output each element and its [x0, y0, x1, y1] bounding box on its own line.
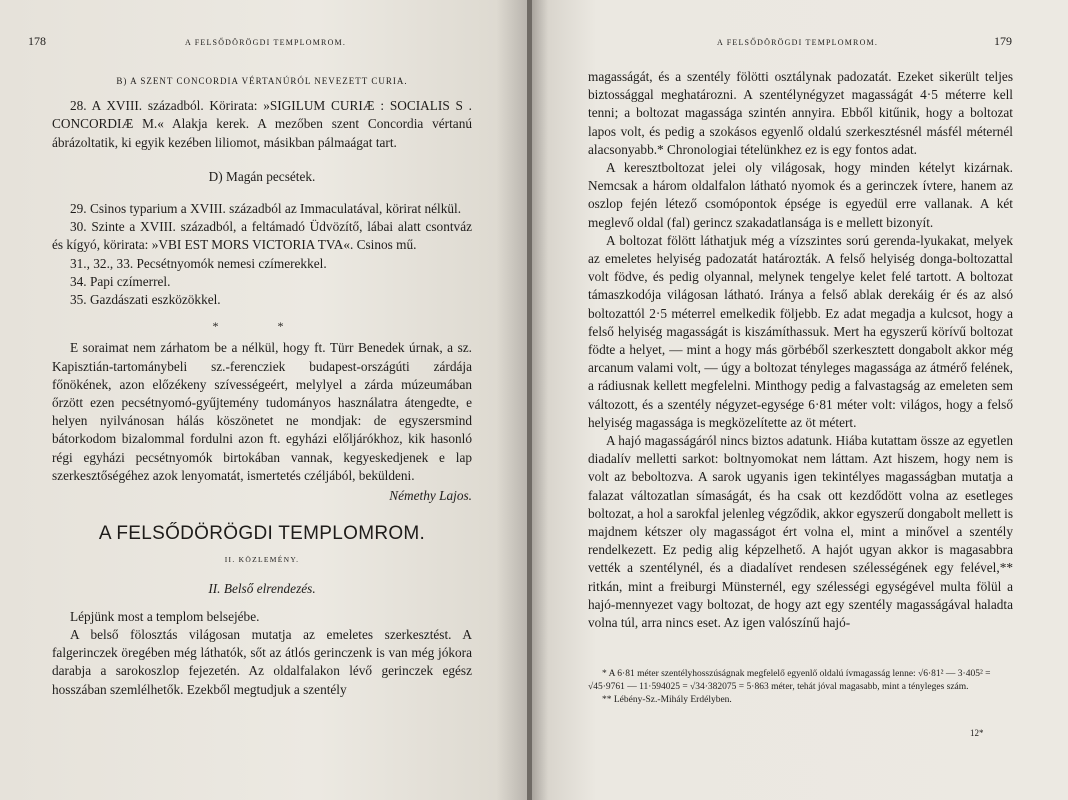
section-divider-stars: * *: [212, 319, 312, 334]
article-section-heading: II. Belső elrendezés.: [208, 580, 316, 596]
acknowledgement-paragraph: E soraimat nem zárhatom be a nélkül, hogy ft. Türr Benedek úrnak, a sz. Kapisztián-tartománybeli sz.-ferencziek budapest-országúti zárdája főnökének, azon előzékeny szívességeért, melylyel a zárda múzeumában őrzött ezen pecsétnyomó-gyűjtemény tudományos használatra átengedte, e helyen nyilvánosan hálás köszönetet ne mondjak: de egyszersmind bátorkodom bizalommal fordulni azon ft. egyházi előljárókhoz, kik hasonló régi egyházi pecsétnyomók birtokában vannak, kegyeskedjenek e lap szerkesztőségéhez azok lenyomatát, ismertetés czéljából, beküldeni.: [52, 340, 472, 483]
article-part: II. KÖZLEMÉNY.: [224, 555, 300, 565]
body-paragraph: A boltozat fölött láthatjuk még a vízszintes sorú gerenda-lyukakat, melyek az emeletes helyiség padozatát határozták. A felső helyiség donga-boltozattal volt födve, és pedig olyannal, melynek tengelye kelet felé tartott. A boltozat támaszkodója világosan látható. Iránya a felső ablak derekáig ér és az alsó boltozattól 2·5 méterrel emelkedik följebb. Ez adat megadja a kulcsot, hogy a felső helyiség magasságát is kiszámíthassuk. Mert ha egyszerű körívű boltozat födte a helyet, — mint a hogy más görbéből szerkesztett dongabolt akkor még arcanum valami volt, — úgy a boltozat tényleges magassága az átmérő felének, a rádiusnak kellett megfelelni. Minthogy pedig a falvastagság az emeleten sem változott, és a szentély négyzet-egysége 6·81 méter volt: világos, hogy a felső helyiség magassága is megközelítette az öt métert.: [588, 232, 1013, 430]
catalog-item-35: 35. Gazdászati eszközökkel.: [70, 292, 221, 308]
footnotes: [588, 668, 1013, 707]
body-paragraph: A keresztboltozat jelei oly világosak, hogy minden kételyt kizárnak. Nemcsak a három oldalfalon látható nyomok és a gerinczek ívtere, hanem az oszlop fején létező csomópontok épsége is egyedül erre vallanak. A két meglevő oldal (fal) gerincz szakadatlansága is e mellett bizonyít.: [588, 160, 1013, 230]
body-paragraph: A belső fölosztás világosan mutatja az emeletes szerkesztést. A falgerinczek öregében még láthatók, sőt az átlós gerinczenk is van még jókora darabja a sarokoszlop fejezetén. Az oldalfalakon lévő gerinczek egész hosszában szemlélhetők. Ezekből megtudjuk a szentély: [52, 627, 472, 697]
catalog-item-30: 30. Szinte a XVIII. századból, a feltámadó Üdvözítő, lábai alatt csontváz és kígyó, körirata: »VBI EST MORS VICTORIA TVA«. Csinos mű.: [52, 219, 472, 253]
signature-mark: 12*: [970, 728, 984, 738]
right-page: [532, 0, 1068, 800]
section-heading-b: B) A SZENT CONCORDIA VÉRTANÚRÓL NEVEZETT CURIA.: [116, 76, 408, 86]
section-heading-d: D) Magán pecsétek.: [208, 168, 316, 184]
body-paragraph: magasságát, és a szentély fölötti osztálynak padozatát. Ezeket sikerült teljes biztossággal meghatározni. A szentélynégyzet magasságát 4·5 méterre kell tenni; a boltozat magassága szintén annyira. Ebből kitűnik, hogy a boltozat lapos volt, és pedig a szokásos egyenlő oldalú szerkesztésnél másfél méternél alacsonyabb.* Chronologiai tételünkhez ez is egy fontos adat.: [588, 69, 1013, 157]
page-number: 178: [28, 34, 46, 48]
page-number: 179: [994, 34, 1012, 48]
catalog-item-34: 34. Papi czímerrel.: [70, 273, 171, 289]
left-page: [0, 0, 528, 800]
footnote: * A 6·81 méter szentélyhosszúságnak megfelelő egyenlő oldalú ívmagasság lenne: √6·81² — 3·405² = √45·9761 — 11·594025 = √34·382075 = 5·863 méter, tehát jóval magasabb, mint a tényleges szám.: [588, 669, 991, 692]
body-paragraph: A hajó magasságáról nincs biztos adatunk. Hiába kutattam össze az egyetlen diadalív melletti sarkot: boltnyomokat nem láttam. Azt hiszem, hogy nem is volt az beboltozva. A sarok ugyanis igen tekintélyes magasságban mutatja a falazat változatlan símaságát, és ha csak ott kezdődött volna az esetleges boltozat, a hol a sarokfal jelenleg végződik, akkor egyszerű dongabolt mellett is majdnem kétszer oly magasságot ért volna el, mint a minővel a szentély rendelkezett. Ez pedig alig képzelhető. A hajót ugyan akkor is magasabbra vették a szentélynél, és a diadalívet rendesen szélességének egy felével,** ritkán, mint a freiburgi Münsternél, egy szélességi egységével multa fölül a hajó-mennyezet vagy boltozat, de hogy azt egy szentély magasságával haladta volna túl, arra nincs eset. Az igen valószínű hajó-: [588, 433, 1013, 631]
article-title: A FELSŐDÖRÖGDI TEMPLOMROM.: [98, 523, 426, 545]
footnote: ** Lébény-Sz.-Mihály Erdélyben.: [602, 695, 732, 705]
running-head: A FELSŐDÖRÖGDI TEMPLOMROM.: [185, 38, 347, 47]
left-text-block: [52, 72, 472, 699]
catalog-list: [52, 200, 472, 309]
author-signature: Némethy Lajos.: [389, 488, 472, 504]
right-text-block: [588, 68, 1013, 632]
body-paragraph: Lépjünk most a templom belsejébe.: [70, 608, 260, 624]
catalog-item-28: 28. A XVIII. századból. Körirata: »SIGILUM CURIÆ : SOCIALIS S . CONCORDIÆ M.« Alakja kerek. A mezőben szent Concordia vértanú ábrázoltatik, ki egyik kezében liliomot, másikban pálmaágat tart.: [52, 98, 472, 150]
catalog-item-31-33: 31., 32., 33. Pecsétnyomók nemesi czímerekkel.: [70, 255, 327, 271]
running-head: A FELSŐDÖRÖGDI TEMPLOMROM.: [717, 38, 879, 47]
catalog-item-29: 29. Csinos typarium a XVIII. századból az Immaculatával, körirat nélkül.: [70, 201, 462, 217]
